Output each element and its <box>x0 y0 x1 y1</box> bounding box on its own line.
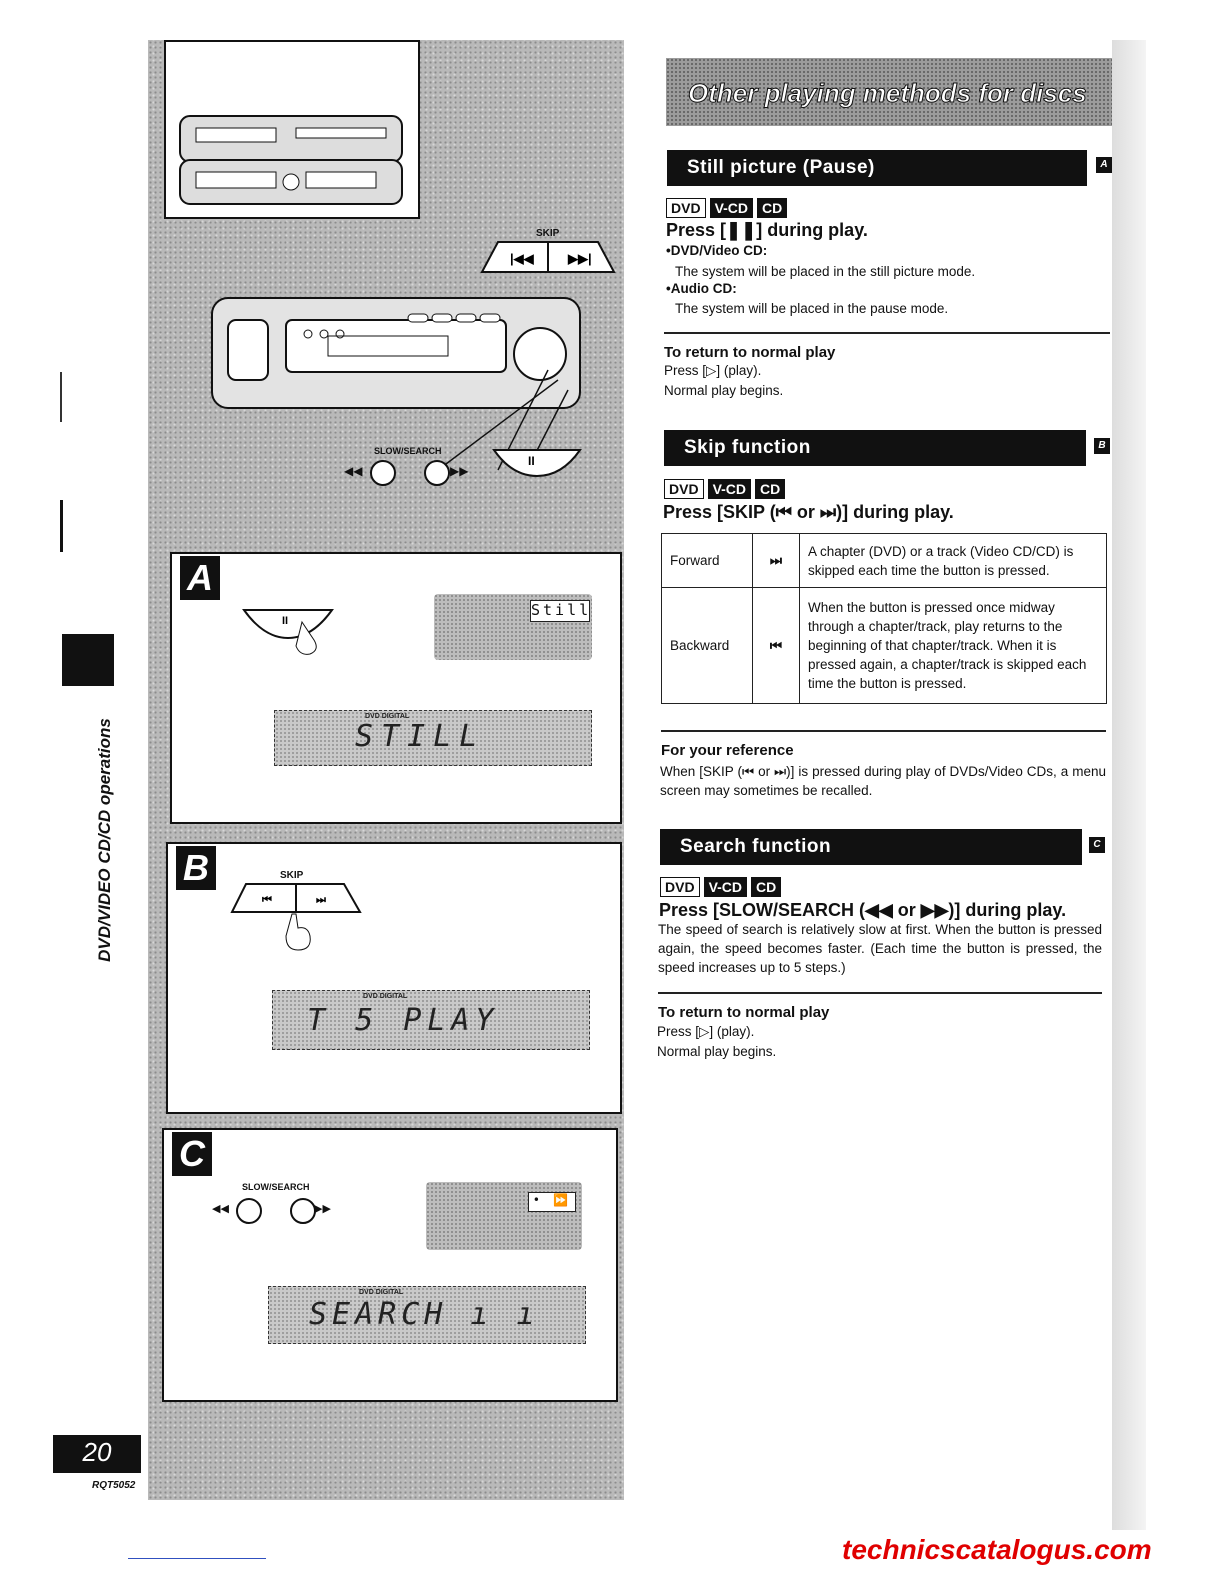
device-photo-box <box>164 40 420 219</box>
search-return-title: To return to normal play <box>658 1004 830 1021</box>
format-cd: CD <box>755 479 785 499</box>
still-return-title: To return to normal play <box>664 344 836 361</box>
divider <box>661 730 1106 732</box>
backward-label: Backward <box>662 588 753 704</box>
search-formats <box>660 877 781 897</box>
page-number: 20 <box>82 1437 112 1467</box>
marker-a: A <box>1096 157 1112 173</box>
still-item1-text: The system will be placed in the still picture mode. <box>675 264 976 279</box>
still-formats <box>666 198 787 218</box>
still-item2-label: •Audio CD: <box>666 281 737 296</box>
forward-desc: A chapter (DVD) or a track (Video CD/CD) is skipped each time the button is pressed. <box>800 534 1107 588</box>
panel-b <box>166 842 622 1114</box>
format-dvd: DVD <box>664 479 704 499</box>
osd-still: Still <box>530 600 590 622</box>
right-edge-shade <box>1112 40 1146 1530</box>
skip-buttons-graphic <box>478 240 618 276</box>
tv-screen-a <box>434 594 592 660</box>
format-vcd: V-CD <box>710 198 753 218</box>
lcd-text-a: STILL <box>355 719 486 754</box>
side-label: DVD/VIDEO CD/CD operations <box>95 718 114 962</box>
still-item1-label: •DVD/Video CD: <box>666 243 768 258</box>
search-back-button-c <box>236 1198 262 1224</box>
rewind-icon: ◀◀ <box>344 464 363 478</box>
still-title-bar: Still picture (Pause) <box>667 150 1087 186</box>
still-item2-text: The system will be placed in the pause mode. <box>675 301 949 316</box>
marker-b: B <box>1094 438 1110 454</box>
skip-ref-title: For your reference <box>661 742 794 759</box>
svg-text:⏮: ⏮ <box>262 894 272 906</box>
divider <box>658 992 1102 994</box>
tv-screen-c <box>426 1182 582 1250</box>
pause-button-graphic <box>492 448 582 478</box>
still-return-line1: Press [▷] (play). <box>664 363 762 378</box>
panel-letter-c: C <box>172 1132 212 1176</box>
watermark: technicscatalogus.com <box>842 1534 1152 1565</box>
side-tab-block <box>62 634 114 686</box>
page-number-box <box>53 1435 141 1473</box>
lcd-b: DVD DIGITAL T 5 PLAY <box>272 990 590 1050</box>
hand-icon <box>278 910 318 954</box>
skip-instruction: Press [SKIP (⏮ or ⏭)] during play. <box>663 502 954 522</box>
skip-ref-text: When [SKIP (⏮ or ⏭)] is pressed during play of DVDs/Video CDs, a menu screen may sometimes be recalled. <box>660 764 1106 798</box>
doc-code: RQT5052 <box>92 1480 136 1491</box>
skip-formats <box>664 479 785 499</box>
still-instruction: Press [❚❚] during play. <box>666 220 868 240</box>
search-fwd-button-top <box>424 460 450 486</box>
panel-a <box>170 552 622 824</box>
search-title-bar: Search function <box>660 829 1082 865</box>
lcd-text-b: T 5 PLAY <box>307 1003 500 1038</box>
svg-text:▶▶|: ▶▶| <box>568 251 592 266</box>
panel-c <box>162 1128 618 1402</box>
lcd-c: DVD DIGITAL SEARCH ı ı <box>268 1286 586 1344</box>
format-vcd: V-CD <box>704 877 747 897</box>
marker-c: C <box>1089 837 1105 853</box>
bottom-line <box>128 1558 266 1559</box>
svg-text:II: II <box>282 615 289 627</box>
fast-forward-icon: ▶▶ <box>314 1203 331 1215</box>
search-return-line1: Press [▷] (play). <box>657 1024 755 1039</box>
skip-label-b: SKIP <box>280 870 304 881</box>
osd-search: • ⏩ <box>528 1192 576 1212</box>
svg-text:|◀◀: |◀◀ <box>510 251 534 266</box>
search-return-line2: Normal play begins. <box>657 1044 777 1059</box>
rewind-icon: ◀◀ <box>212 1203 229 1215</box>
section-title: Other playing methods for discs <box>688 78 1087 108</box>
stereo-system-illustration <box>166 42 418 217</box>
format-dvd: DVD <box>666 198 706 218</box>
fast-forward-icon: ▶▶ <box>450 464 469 478</box>
format-cd: CD <box>757 198 787 218</box>
backward-desc: When the button is pressed once midway through a chapter/track, play returns to the beginning of that chapter/track. When it is pressed again, a chapter/track is skipped each time the button is pressed. <box>800 588 1107 704</box>
forward-icon: ⏭ <box>753 534 800 588</box>
illustration-column <box>148 40 624 1500</box>
skip-label-top: SKIP <box>536 228 560 239</box>
svg-text:⏭: ⏭ <box>316 894 326 906</box>
still-return-line2: Normal play begins. <box>664 383 784 398</box>
slow-search-label-c: SLOW/SEARCH <box>242 1182 310 1192</box>
skip-title-bar: Skip function <box>664 430 1086 466</box>
backward-icon: ⏮ <box>753 588 800 704</box>
skip-table <box>661 533 1107 704</box>
margin-line <box>60 372 62 422</box>
panel-letter-a: A <box>180 556 220 600</box>
forward-label: Forward <box>662 534 753 588</box>
lcd-a: DVD DIGITAL STILL <box>274 710 592 766</box>
search-instruction: Press [SLOW/SEARCH (◀◀ or ▶▶)] during play. <box>659 900 1067 920</box>
search-fwd-button-c <box>290 1198 316 1224</box>
format-dvd: DVD <box>660 877 700 897</box>
search-back-button-top <box>370 460 396 486</box>
search-body: The speed of search is relatively slow at first. When the button is pressed again, the speed becomes faster. (Each time the button is pressed, the speed increases up to 5 steps.) <box>658 922 1102 975</box>
slow-search-label-top: SLOW/SEARCH <box>374 446 442 456</box>
svg-text:II: II <box>528 454 535 468</box>
lcd-text-c: SEARCH ı ı <box>309 1297 540 1332</box>
margin-line <box>60 500 63 552</box>
pause-press-graphic <box>242 608 342 658</box>
section-banner <box>666 58 1112 126</box>
panel-letter-b: B <box>176 846 216 890</box>
format-vcd: V-CD <box>708 479 751 499</box>
format-cd: CD <box>751 877 781 897</box>
divider <box>664 332 1110 334</box>
